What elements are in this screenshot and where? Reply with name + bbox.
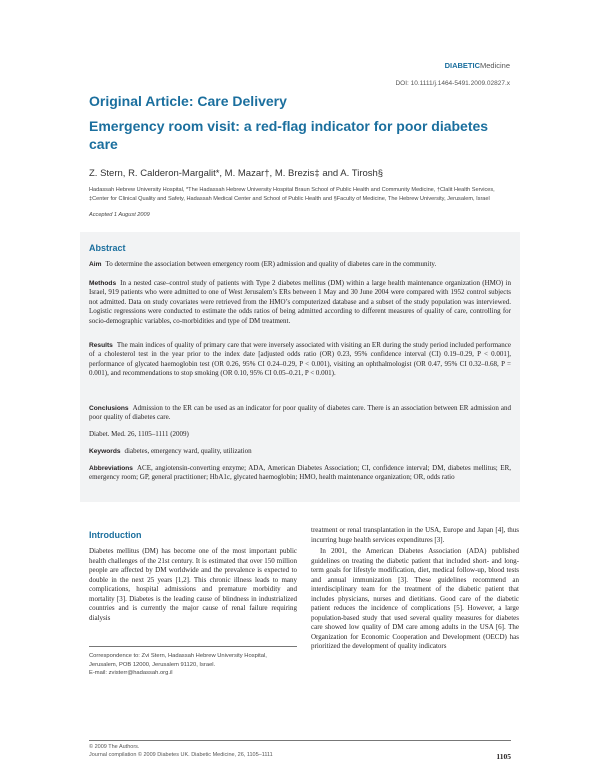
doi[interactable]: DOI: 10.1111/j.1464-5491.2009.02827.x xyxy=(395,80,510,87)
abbreviations-label: Abbreviations xyxy=(89,465,133,472)
intro-paragraph-left: Diabetes mellitus (DM) has become one of the most important public health challenges of the 21st century. It is estimated that over 150 million people are affected by DM worldwide and the prevalence is expected to double in the next 25 years [1,2]. This chronic illness leads to many complications, hospital admissions and premature morbidity and mortality [3]. Diabetes is the leading cause of blindness in industrialized countries and is currently the major cause of renal failure requiring dialysis xyxy=(89,547,297,622)
intro-paragraph-right-1: treatment or renal transplantation in the USA, Europe and Japan [4], thus incurring huge health services expenditures [3]. xyxy=(311,526,519,544)
journal-header xyxy=(0,55,600,77)
footer-divider xyxy=(89,740,511,741)
footer-line-2: Journal compilation © 2009 Diabetes UK. Diabetic Medicine, 26, 1105–1111 xyxy=(89,751,273,758)
article-title: Emergency room visit: a red-flag indicator for poor diabetes care xyxy=(89,118,489,152)
journal-name-bold: DIABETIC xyxy=(444,61,480,70)
authors: Z. Stern, R. Calderon-Margalit*, M. Mazar†, M. Brezis‡ and A. Tirosh§ xyxy=(89,168,384,179)
citation: Diabet. Med. 26, 1105–1111 (2009) xyxy=(89,430,189,438)
conclusions-label: Conclusions xyxy=(89,405,129,412)
accepted-date: Accepted 1 August 2009 xyxy=(89,212,150,218)
keywords-text: diabetes, emergency ward, quality, utilization xyxy=(124,447,252,455)
correspondence-email[interactable]: E-mail: zvisterr@hadassah.org.il xyxy=(89,670,173,676)
abstract-methods xyxy=(89,279,511,326)
results-text: The main indices of quality of primary care that were inversely associated with visiting an ER during the study period included performance of a cholesterol test in the year prior to the index date [adjusted odds ratio (OR) 0.23, 95% confidence interval (CI) 0.19–0.29, P < 0.001], performance of glycated haemoglobin test (OR 0.26, 95% CI 0.24–0.29, P < 0.001), visiting an ophthalmologist (OR 0.47, 95% CI 0.32–0.68, P = 0.001), and recommendations to stop smoking (OR 0.10, 95% CI 0.05–0.21, P < 0.001). xyxy=(89,341,511,378)
abstract-results xyxy=(89,341,511,379)
aim-label: Aim xyxy=(89,261,102,268)
conclusions-text: Admission to the ER can be used as an indicator for poor quality of diabetes care. There is an association between ER admission and poor quality of diabetes care. xyxy=(89,404,511,422)
abbreviations-text: ACE, angiotensin-converting enzyme; ADA, American Diabetes Association; CI, confidence interval; DM, diabetes mellitus; ER, emergency room; GP, general practitioner; HbA1c, glycated haemoglobin; HMO, health maintenance organization; OR, odds ratio xyxy=(89,464,511,482)
footer-copyright xyxy=(89,744,273,759)
page-number: 1105 xyxy=(496,752,511,761)
abstract-abbreviations xyxy=(89,464,511,483)
journal-name xyxy=(445,61,510,70)
article-section: Original Article: Care Delivery xyxy=(89,93,287,109)
methods-label: Methods xyxy=(89,280,117,287)
abstract-keywords xyxy=(89,447,511,456)
correspondence xyxy=(89,652,297,678)
journal-name-rest: Medicine xyxy=(479,61,510,70)
introduction-heading: Introduction xyxy=(89,530,142,540)
abstract-aim xyxy=(89,260,511,269)
footer-line-1: © 2009 The Authors. xyxy=(89,744,140,750)
intro-paragraph-right-2: In 2001, the American Diabetes Association (ADA) published guidelines on treating the diabetic patient that included short- and long-term goals for lifestyle modification, diet, medical follow-up, blood tests and annual immunization [3]. These guidelines recommend an interdisciplinary team for the treatment of the diabetic patient that includes physicians, nurses and dietitians. Good care of the diabetic patient reduces the incidence of complications [5]. However, a large population-based study that used several quality measures for diabetes care showed low quality of DM care among adults in the USA [6]. The Organization for Economic Cooperation and Development (OECD) has prioritized the development of quality indicators xyxy=(311,547,519,650)
keywords-label: Keywords xyxy=(89,448,121,455)
correspondence-line-1: Correspondence to: Zvi Stern, Hadassah Hebrew University Hospital, xyxy=(89,653,267,659)
abstract-conclusions xyxy=(89,404,511,423)
aim-text: To determine the association between emergency room (ER) admission and quality of diabetes care in the community. xyxy=(105,260,437,268)
methods-text: In a nested case–control study of patients with Type 2 diabetes mellitus (DM) within a large health maintenance organization (HMO) in Israel, 919 patients who were admitted to one of West Jerusalem’s ERs between 1 May and 30 June 2004 were compared with 1952 control subjects not admitted. Data on study covariates were retrieved from the HMO’s computerized database and a subset of the study population was interviewed. Logistic regressions were conducted to estimate the odds ratios of being admitted according to different measures of quality of care, controlling for socio-demographic variables, co-morbidities and type of DM treatment. xyxy=(89,279,511,325)
affiliations: Hadassah Hebrew University Hospital, *The Hadassah Hebrew University Hospital Braun School of Public Health and Community Medicine, †Clalit Health Services, ‡Center for Clinical Quality and Safety, Hadassah Medical Center and School of Public Health and §Faculty of Medicine, The Hebrew University, Jerusalem, Israel xyxy=(89,187,495,202)
results-label: Results xyxy=(89,342,113,349)
correspondence-divider xyxy=(89,646,297,647)
abstract-heading: Abstract xyxy=(89,243,126,253)
correspondence-line-2: Jerusalem, POB 12000, Jerusalem 91120, Israel. xyxy=(89,661,216,668)
